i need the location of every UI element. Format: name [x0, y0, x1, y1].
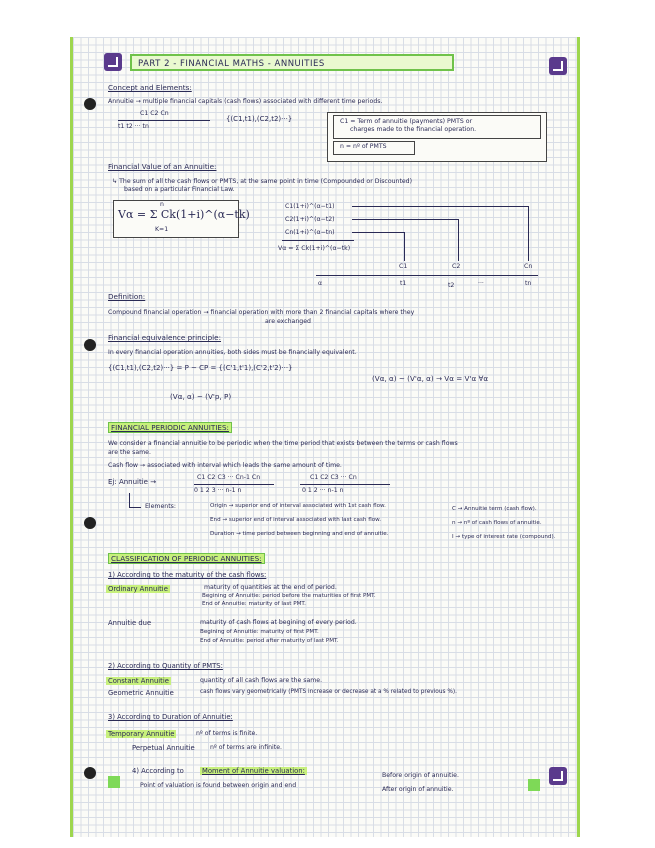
equivalence-eq-1: {(C1,t1),(C2,t2)···} = P ~ CP = {(C'1,t'1),(C'2,t'2)···} [108, 364, 293, 372]
axis-alpha: α [318, 280, 323, 287]
axis-t2: t2 [448, 282, 455, 289]
total-value: Vα = Σ Ck(1+i)^(α−tk) [278, 245, 351, 252]
after-origin: After origin of annuitie. [382, 786, 454, 793]
classification-sub-4b: Moment of Annuitie valuation: [202, 767, 305, 775]
element-duration: Duration → time period between beginning and end of annuitie. [210, 531, 389, 537]
box-line-3: n = nº of PMTS [340, 143, 387, 150]
ordinary-2: Begining of Annuitie: period before the maturities of first PMT. [202, 593, 376, 599]
green-marker-right [528, 779, 540, 791]
example-label: Ej: Annuitie → [108, 478, 157, 486]
classification-sub-2: 2) According to Quantity of PMTS: [108, 662, 223, 670]
example-axis-1-ticks: 0 1 2 3 ··· n-1 n [194, 487, 242, 494]
elements-bracket-h [129, 507, 141, 508]
point-of-valuation: Point of valuation is found between origin and end [140, 782, 297, 789]
example-axis-1 [194, 484, 274, 485]
annuitie-definition: Annuitie → multiple financial capitals (cash flows) associated with different time periods. [108, 98, 383, 105]
axis-tn: tn [525, 280, 532, 287]
classification-sub-3: 3) According to Duration of Annuitie: [108, 713, 233, 721]
timeline-times: t1 t2 ··· tn [118, 123, 149, 130]
term-3: Cn(1+i)^(α−tn) [285, 229, 335, 236]
binder-hole-1 [84, 98, 96, 110]
example-axis-1-caps: C1 C2 C3 ··· Cn-1 Cn [197, 474, 261, 481]
sum-top: n [160, 201, 164, 208]
element-term: C → Annuitie term (cash flow). [452, 506, 537, 512]
box-line-2: charges made to the financial operation. [350, 126, 477, 133]
example-axis-2-ticks: 0 1 2 ··· n-1 n [302, 487, 344, 494]
capital-set: {(C1,t1),(C2,t2)···} [226, 115, 293, 123]
classification-sub-4a: 4) According to [132, 767, 184, 775]
before-origin: Before origin of annuitie. [382, 772, 459, 779]
term-2: C2(1+i)^(α−t2) [285, 216, 335, 223]
corner-marker-top-right [549, 57, 567, 75]
due-3: End of Annuitie: period after maturity of last PMT. [200, 638, 339, 644]
perpetual-label: Perpetual Annuitie [132, 744, 195, 752]
ordinary-3: End of Annuitie: maturity of last PMT. [202, 601, 306, 607]
elements-label: Elements: [145, 503, 176, 510]
formula-text: Vα = Σ Ck(1+i)^(α−tk) [118, 208, 250, 221]
connector-1 [352, 206, 528, 207]
term-1: C1(1+i)^(α−t1) [285, 203, 335, 210]
ordinary-1: maturity of quantities at the end of period. [204, 584, 337, 591]
sum-underline [282, 240, 354, 241]
connector-2 [352, 219, 458, 220]
financial-value-formula [118, 208, 250, 221]
periodic-text-3: Cash flow → associated with interval which leads the same amount of time. [108, 462, 342, 469]
definition-text-1: Compound financial operation → financial operation with more than 2 financial capitals where they [108, 309, 415, 316]
valuation-axis [316, 275, 538, 276]
due-1: maturity of cash flows at begining of every period. [200, 619, 357, 626]
financial-value-desc-1: ↳ The sum of all the cash flows or PMTS, at the same point in time (Compounded or Discounted) [112, 178, 413, 185]
corner-marker-top-left [104, 53, 122, 71]
binder-hole-2 [84, 339, 96, 351]
equivalence-eq-2: (Vα, α) ~ (V'α, α) → Vα = V'α ∀α [372, 374, 489, 383]
axis-cap-3: Cn [524, 263, 533, 270]
sum-bottom: K=1 [155, 226, 169, 233]
ordinary-label: Ordinary Annuitie [108, 585, 168, 593]
financial-value-heading: Financial Value of an Annuitie: [108, 162, 217, 171]
constant-label: Constant Annuitie [108, 677, 169, 685]
connector-2-drop [458, 219, 459, 261]
page-title: PART 2 - FINANCIAL MATHS - ANNUITIES [130, 54, 454, 71]
definition-heading: Definition: [108, 292, 146, 301]
corner-marker-bottom-right [549, 767, 567, 785]
geometric-1: cash flows vary geometrically (PMTS increase or decrease at a % related to previous %). [200, 689, 457, 695]
example-axis-2-caps: C1 C2 C3 ··· Cn [310, 474, 357, 481]
connector-3-drop [404, 232, 405, 261]
element-end: End → superior end of interval associated with last cash flow. [210, 517, 382, 523]
example-axis-2 [300, 484, 390, 485]
concept-heading: Concept and Elements: [108, 83, 192, 92]
due-2: Begining of Annuitie: maturity of first PMT. [200, 629, 319, 635]
timeline-caps: C1 C2 Cn [140, 110, 169, 117]
binder-hole-3 [84, 517, 96, 529]
elements-bracket-v [129, 493, 130, 507]
element-origin: Origin → superior end of interval associated with 1st cash flow. [210, 503, 386, 509]
connector-3 [352, 232, 404, 233]
box-line-1: C1 = Term of annuitie (payments) PMTS or [340, 118, 473, 125]
timeline-axis [118, 120, 210, 121]
connector-1-drop [528, 206, 529, 261]
perpetual-1: nº of terms are infinite. [210, 744, 282, 751]
binder-hole-4 [84, 767, 96, 779]
axis-t1: t1 [400, 280, 407, 287]
equivalence-eq-3: (Vα, α) ~ (V'p, P) [170, 392, 232, 401]
axis-cap-2: C2 [452, 263, 461, 270]
element-interest: I → type of interest rate (compound). [452, 534, 556, 540]
axis-cap-1: C1 [399, 263, 408, 270]
constant-1: quantity of all cash flows are the same. [200, 677, 323, 684]
element-n: n → nº of cash flows of annuitie. [452, 520, 542, 526]
temporary-1: nº of terms is finite. [196, 730, 258, 737]
classification-heading: CLASSIFICATION OF PERIODIC ANNUITIES: [108, 553, 265, 564]
axis-dots: ··· [478, 280, 484, 287]
financial-value-desc-2: based on a particular Financial Law. [124, 186, 235, 193]
equivalence-heading: Financial equivalence principle: [108, 333, 222, 342]
annuitie-due-label: Annuitie due [108, 619, 152, 627]
periodic-heading: FINANCIAL PERIODIC ANNUITIES: [108, 422, 232, 433]
definition-text-2: are exchanged [265, 318, 311, 325]
green-marker-left [108, 776, 120, 788]
classification-sub-1: 1) According to the maturity of the cash flows: [108, 571, 267, 579]
periodic-text-1: We consider a financial annuitie to be periodic when the time period that exists between the terms or cash flows [108, 440, 458, 447]
temporary-label: Temporary Annuitie [108, 730, 175, 738]
periodic-text-2: are the same. [108, 449, 151, 456]
equivalence-text: In every financial operation annuities, both sides must be financially equivalent. [108, 349, 357, 356]
geometric-label: Geometric Annuitie [108, 689, 174, 697]
